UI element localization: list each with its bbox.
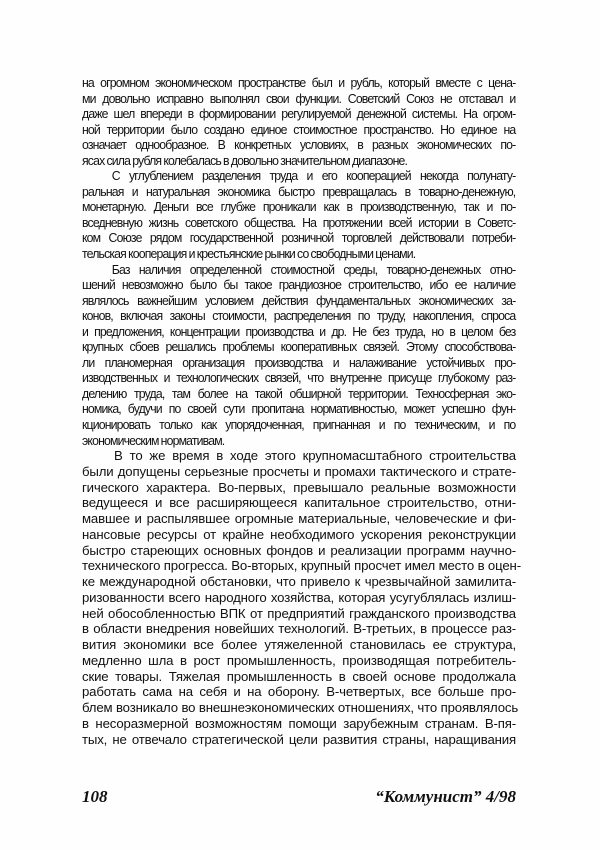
text-line: на огромном экономическом пространстве был и рубль, который вместе с цена- bbox=[82, 75, 516, 90]
text-line: ке международной обстановки, что привело к чрезвычайной замилита- bbox=[82, 574, 516, 590]
text-line: Баз наличия определенной стоимостной среды, товарно-денежных отно- bbox=[111, 261, 516, 277]
article-body bbox=[82, 75, 521, 747]
text-line: номика, будучи по своей сути пропитана нормативностью, может успешно фун- bbox=[82, 401, 516, 417]
text-line: работать сама на себя и на оборону. В-четвертых, все больше про- bbox=[82, 684, 516, 700]
text-line: гического характера. Во-первых, превышало реальные возможности bbox=[82, 479, 516, 495]
text-line: медленно шла в рост промышленность, производящая потребитель- bbox=[82, 652, 516, 668]
page-number: 108 bbox=[82, 787, 108, 806]
text-line: тельская кооперация и крестьянские рынки со свободными ценами. bbox=[82, 246, 416, 262]
text-line: ведущееся и все расширяющееся капитальное строительство, отни- bbox=[82, 495, 516, 511]
text-line: ские товары. Тяжелая промышленность в своей основе продолжала bbox=[82, 668, 516, 684]
text-line: делению труда, там более на такой обширной территории. Техносферная эко- bbox=[82, 385, 516, 401]
text-line: ком Союзе рядом государственной розничной торговлей действовали потреби- bbox=[82, 230, 516, 246]
text-line: ной территории было создано единое стоимостное пространство. Но единое на bbox=[82, 121, 516, 137]
text-line: конов, включая законы стоимости, распределения по труду, накопления, спроса bbox=[82, 308, 516, 324]
page-footer bbox=[82, 787, 516, 811]
text-line: вседневную жизнь советского общества. На протяжении всей истории в Советс- bbox=[82, 214, 516, 230]
paragraph-1 bbox=[82, 75, 516, 168]
text-line: нансовые ресурсы от крайне необходимого ускорения реконструкции bbox=[82, 526, 516, 542]
text-line: крупных сбоев решались проблемы кооперативных связей. Этому способствова- bbox=[82, 339, 516, 355]
text-line: являлось важнейшим условием действия фундаментальных экономических за- bbox=[82, 292, 516, 308]
text-line: вития экономики все более утяжеленной становилась ее структура, bbox=[82, 637, 516, 653]
text-line: ми довольно исправно выполнял свои функции. Советский Союз не отставал и bbox=[82, 90, 516, 106]
text-line: ральная и натуральная экономика быстро превращалась в товарно-денежную, bbox=[82, 183, 516, 199]
paragraph-4 bbox=[82, 448, 521, 747]
text-line: в несоразмерной возможностям помощи зарубежным странам. В-пя- bbox=[82, 715, 516, 731]
text-line: изводственных и технологических связей, что внутренне присуще глубокому раз- bbox=[82, 370, 516, 386]
text-line: даже шел впереди в формировании регулируемой денежной системы. На огром- bbox=[82, 106, 516, 122]
paragraph-3 bbox=[82, 262, 516, 449]
text-line: ясах сила рубля колебалась в довольно значительном диапазоне. bbox=[82, 152, 408, 168]
text-line: экономическим нормативам. bbox=[82, 432, 225, 448]
text-line: и предложения, концентрации производства и др. Не без труда, но в целом без bbox=[82, 323, 516, 339]
text-line: были допущены серьезные просчеты и промахи тактического и страте- bbox=[82, 463, 516, 479]
text-line: ней обособленностью ВПК от предприятий гражданского производства bbox=[82, 605, 516, 621]
text-line: блем возникало во внешнеэкономических отношениях, что проявлялось bbox=[82, 700, 519, 716]
text-line: ризованности всего народного хозяйства, которая усугублялась излиш- bbox=[82, 589, 516, 605]
text-line: кционировать только как упорядоченная, пригнанная и по техническим, и по bbox=[82, 417, 516, 433]
paragraph-2 bbox=[82, 168, 516, 261]
text-line: быстро стареющих основных фондов и реализации программ научно- bbox=[82, 542, 516, 558]
text-line: тых, не отвечало стратегической цели развития страны, наращивания bbox=[82, 731, 516, 747]
text-line: ли планомерная организация производства и налаживание устойчивых про- bbox=[82, 354, 516, 370]
text-line: технического прогресса. Во-вторых, крупный просчет имел место в оцен- bbox=[82, 558, 521, 574]
text-line: означает однообразное. В конкретных условиях, в разных экономических по- bbox=[82, 137, 516, 153]
text-line: С углублением разделения труда и его кооперацией некогда полунату- bbox=[111, 168, 516, 184]
text-line: В то же время в ходе этого крупномасштабного строительства bbox=[114, 448, 516, 464]
text-line: мавшее и распылявшее огромные материальные, человеческие и фи- bbox=[82, 511, 516, 527]
text-line: в области внедрения новейших технологий. В-третьих, в процессе раз- bbox=[82, 621, 516, 637]
text-line: шений невозможно было бы такое грандиозное строительство, ибо ее наличие bbox=[82, 277, 516, 293]
journal-title: “Коммунист” 4/98 bbox=[375, 787, 516, 806]
text-line: монетарную. Деньги все глубже проникали как в производственную, так и по- bbox=[82, 199, 516, 215]
